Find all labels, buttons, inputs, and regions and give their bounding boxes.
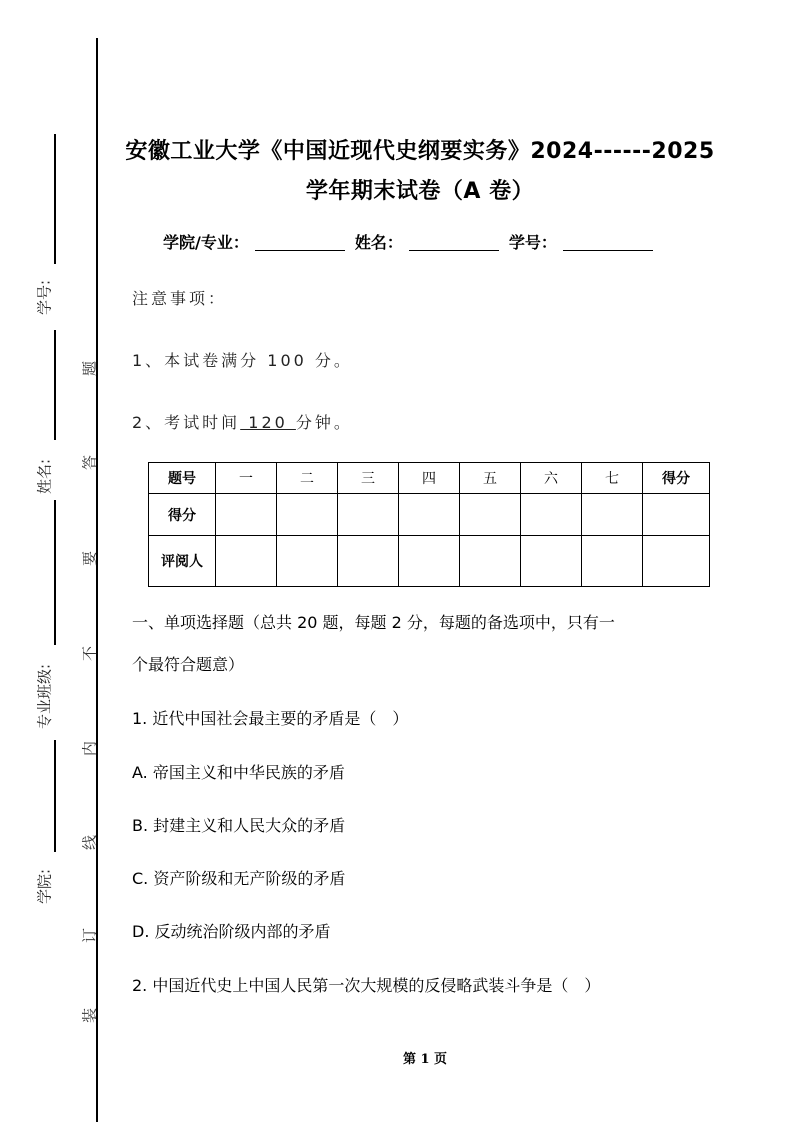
score-cell[interactable] <box>521 494 582 536</box>
score-cell[interactable] <box>643 494 710 536</box>
page-number: 第 1 页 <box>402 1052 448 1067</box>
section1-heading-line2: 个最符合题意） <box>132 655 245 674</box>
margin-label-name: 姓名: <box>35 458 54 495</box>
note-item-2-suffix: 分钟。 <box>295 413 353 432</box>
score-cell[interactable] <box>582 494 643 536</box>
score-cell[interactable] <box>338 494 399 536</box>
exam-duration-value: 120 <box>240 413 296 432</box>
row-label: 评阅人 <box>149 536 216 587</box>
student-id-label: 学号： <box>508 233 557 252</box>
student-id-blank-line <box>54 134 56 264</box>
question-1-option-b: B. 封建主义和人民大众的矛盾 <box>132 816 346 835</box>
header-cell: 五 <box>460 463 521 494</box>
seal-char: 内 <box>80 741 99 757</box>
header-cell: 四 <box>399 463 460 494</box>
header-cell: 三 <box>338 463 399 494</box>
score-cell[interactable] <box>216 494 277 536</box>
college-major-label: 学院/专业： <box>163 233 249 252</box>
student-id-field[interactable] <box>563 236 653 251</box>
score-table <box>148 462 710 587</box>
score-row <box>149 494 710 536</box>
notes-heading: 注意事项： <box>132 289 228 308</box>
name-blank-line <box>54 330 56 440</box>
margin-label-class: 专业班级: <box>35 663 54 730</box>
grader-cell[interactable] <box>521 536 582 587</box>
margin-label-college: 学院: <box>35 868 54 905</box>
grader-cell[interactable] <box>399 536 460 587</box>
question-1-stem: 1. 近代中国社会最主要的矛盾是（ ） <box>132 709 409 728</box>
seal-char: 要 <box>80 551 99 567</box>
seal-char: 线 <box>80 835 99 851</box>
grader-cell[interactable] <box>460 536 521 587</box>
header-cell: 六 <box>521 463 582 494</box>
header-cell: 题号 <box>149 463 216 494</box>
class-blank-line <box>54 500 56 645</box>
college-major-field[interactable] <box>255 236 345 251</box>
seal-char: 答 <box>80 455 99 471</box>
grader-cell[interactable] <box>582 536 643 587</box>
score-cell[interactable] <box>460 494 521 536</box>
margin-label-student-id: 学号: <box>35 279 54 316</box>
seal-char: 装 <box>80 1008 99 1024</box>
question-1-option-c: C. 资产阶级和无产阶级的矛盾 <box>132 869 346 888</box>
header-cell: 七 <box>582 463 643 494</box>
row-label: 得分 <box>149 494 216 536</box>
seal-char: 不 <box>80 646 99 662</box>
grader-cell[interactable] <box>338 536 399 587</box>
seal-char: 题 <box>80 361 99 377</box>
score-table-header-row <box>149 463 710 494</box>
exam-title-line1: 安徽工业大学《中国近现代史纲要实务》2024------2025 <box>125 139 715 164</box>
question-2-stem: 2. 中国近代史上中国人民第一次大规模的反侵略武装斗争是（ ） <box>132 976 601 995</box>
header-cell: 得分 <box>643 463 710 494</box>
student-info-row <box>163 230 663 253</box>
grader-cell[interactable] <box>277 536 338 587</box>
question-1-option-a: A. 帝国主义和中华民族的矛盾 <box>132 763 345 782</box>
note-item-2-prefix: 2、考试时间 <box>132 413 241 432</box>
college-blank-line <box>54 740 56 852</box>
section1-heading-line1: 一、单项选择题（总共 20 题，每题 2 分，每题的备选项中，只有一 <box>132 613 615 632</box>
header-cell: 一 <box>216 463 277 494</box>
header-cell: 二 <box>277 463 338 494</box>
grader-cell[interactable] <box>216 536 277 587</box>
score-cell[interactable] <box>399 494 460 536</box>
grader-cell[interactable] <box>643 536 710 587</box>
note-item-1: 1、本试卷满分 100 分。 <box>132 351 353 370</box>
name-field[interactable] <box>409 236 499 251</box>
name-label: 姓名： <box>354 233 403 252</box>
binding-border-line <box>96 38 98 1122</box>
note-item-2 <box>132 410 353 433</box>
score-cell[interactable] <box>277 494 338 536</box>
exam-title-line2: 学年期末试卷（A 卷） <box>305 179 535 204</box>
seal-char: 订 <box>80 928 99 944</box>
grader-row <box>149 536 710 587</box>
question-1-option-d: D. 反动统治阶级内部的矛盾 <box>132 922 331 941</box>
